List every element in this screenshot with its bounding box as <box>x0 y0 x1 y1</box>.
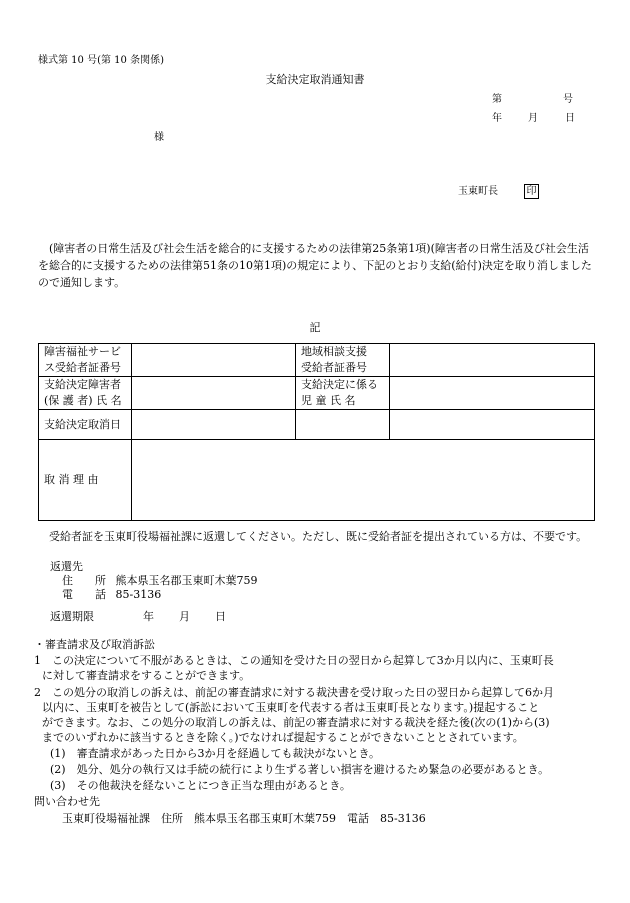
date-month-label: 月 <box>528 113 538 124</box>
guardian-name-label: 支給決定障害者 (保 護 者) 氏 名 <box>39 377 132 410</box>
appeal-subitem-1: (1) 審査請求があった日から3か月を経過しても裁決がないとき。 <box>50 747 381 760</box>
appeal-item-2-cont: までのいずれかに該当するときを除く。)でなければ提起することができないこととされています。 <box>42 731 524 744</box>
phone-label: 電 話 <box>62 588 106 601</box>
appeal-heading: ・審査請求及び取消訴訟 <box>34 638 155 651</box>
address-value: 熊本県玉名郡玉東町木葉759 <box>115 574 258 587</box>
appeal-subitem-2: (2) 処分、処分の執行又は手続の続行により生ずる著しい損害を避けるため緊急の必要があるとき。 <box>50 763 550 776</box>
phone-row <box>62 587 161 602</box>
deadline-month-label: 月 <box>179 610 190 623</box>
recipient-suffix: 様 <box>154 132 164 143</box>
document-title: 支給決定取消通知書 <box>265 73 365 86</box>
appeal-item-2-cont: ができます。なお、この処分の取消しの訴えは、前記の審査請求に対する裁決を経た後(次の(1)から(3) <box>42 716 550 729</box>
address-label: 住 所 <box>62 574 106 587</box>
number-prefix: 第 <box>492 94 502 105</box>
number-suffix: 号 <box>563 94 573 105</box>
form-number: 様式第 10 号(第 10 条関係) <box>38 55 164 66</box>
child-name-label: 支給決定に係る 児 童 氏 名 <box>296 377 390 410</box>
service-certificate-label: 障害福祉サービ ス受給者証番号 <box>39 344 132 377</box>
table-row <box>39 440 595 521</box>
table-row <box>39 344 595 377</box>
notice-paragraph: (障害者の日常生活及び社会生活を総合的に支援するための法律第25条第1項)(障害者の日常生活及び社会生活を総合的に支援するための法律第51条の10第1項)の規定により、下記のとおり支給(給付)決定を取り消しましたので通知します。 <box>38 242 592 289</box>
issuer-name: 玉東町長 <box>458 186 498 197</box>
seal-mark: 印 <box>524 184 539 199</box>
ki-heading: 記 <box>309 321 321 334</box>
date-year-label: 年 <box>492 113 502 124</box>
address-row <box>62 573 258 588</box>
contact-line: 玉東町役場福祉課 住所 熊本県玉名郡玉東町木葉759 電話 85-3136 <box>62 812 426 825</box>
appeal-subitem-3: (3) その他裁決を経ないことにつき正当な理由があるとき。 <box>50 779 351 792</box>
empty-cell <box>390 410 595 440</box>
consultation-certificate-value <box>390 344 595 377</box>
deadline-day-label: 日 <box>215 610 226 623</box>
cancel-reason-label: 取 消 理 由 <box>39 440 132 521</box>
guardian-name-value <box>132 377 296 410</box>
return-destination-label: 返還先 <box>50 560 83 573</box>
service-certificate-value <box>132 344 296 377</box>
child-name-value <box>390 377 595 410</box>
deadline-label: 返還期限 <box>50 610 94 623</box>
cancel-date-value <box>132 410 296 440</box>
appeal-item-1: 1 この決定について不服があるときは、この通知を受けた日の翌日から起算して3か月以内に、玉東町長 <box>34 654 554 667</box>
contact-heading: 問い合わせ先 <box>34 795 100 808</box>
cancel-reason-value <box>132 440 595 521</box>
info-table <box>38 343 595 521</box>
date-day-label: 日 <box>565 113 575 124</box>
appeal-item-1-cont: に対して審査請求をすることができます。 <box>42 669 251 682</box>
appeal-item-2-cont: 以内に、玉東町を被告として(訴訟において玉東町を代表する者は玉東町長となります。)提起すること <box>42 701 540 714</box>
phone-value: 85-3136 <box>115 588 162 601</box>
cancel-date-label: 支給決定取消日 <box>39 410 132 440</box>
table-row <box>39 377 595 410</box>
appeal-item-2: 2 この処分の取消しの訴えは、前記の審査請求に対する裁決書を受け取った日の翌日から起算して6か月 <box>34 686 554 699</box>
table-row <box>39 410 595 440</box>
empty-cell <box>296 410 390 440</box>
return-note: 受給者証を玉東町役場福祉課に返還してください。ただし、既に受給者証を提出されている方は、不要です。 <box>49 530 588 543</box>
deadline-year-label: 年 <box>143 610 154 623</box>
consultation-certificate-label: 地域相談支援 受給者証番号 <box>296 344 390 377</box>
